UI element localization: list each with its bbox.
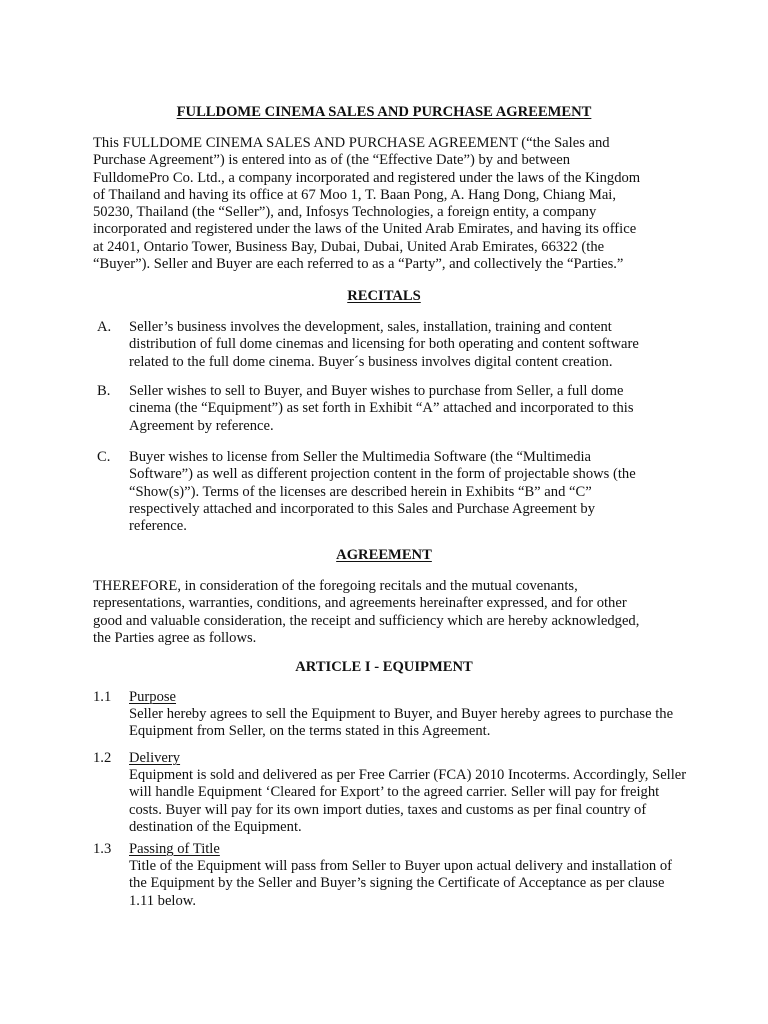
clause-title: Delivery (129, 750, 181, 766)
clause-body: Equipment is sold and delivered as per Free Carrier (FCA) 2010 Incoterms. Accordingly, Seller will handle Equipment ‘Cleared for Export’ to the agreed carrier. Seller will pay for freight costs. Buyer will pay for its own import duties, taxes and customs as per final country of destination of the Equipment. (129, 767, 687, 835)
clause-number: 1.3 (93, 841, 112, 857)
article-heading (0, 659, 768, 676)
recital-text: Seller’s business involves the development, sales, installation, training and content distribution of full dome cinemas and licensing for both operating and content software related to the full dome cinema. Buyer´s business involves digital content creation. (129, 319, 639, 370)
document-title (0, 104, 768, 121)
recital-text: Buyer wishes to license from Seller the Multimedia Software (the “Multimedia Software”) as well as different projection content in the form of projectable shows (the “Show(s)”). Terms of the licenses are described herein in Exhibits “B” and “C” respectively attached and incorporated to this Sales and Purchase Agreement by reference. (129, 449, 636, 535)
clause-body: Title of the Equipment will pass from Seller to Buyer upon actual delivery and installation of the Equipment by the Seller and Buyer’s signing the Certificate of Acceptance as per clause 1.11 below. (129, 858, 672, 909)
recitals-heading (0, 288, 768, 305)
recital-letter: C. (97, 449, 111, 465)
clause-number: 1.2 (93, 750, 112, 766)
article-heading-text: ARTICLE I - EQUIPMENT (295, 659, 473, 675)
clause-title: Passing of Title (129, 841, 220, 857)
clause-title: Purpose (129, 689, 177, 705)
clause-number: 1.1 (93, 689, 112, 705)
agreement-heading-text: AGREEMENT (336, 547, 432, 563)
document-title-text: FULLDOME CINEMA SALES AND PURCHASE AGREEMENT (176, 104, 592, 120)
recital-text: Seller wishes to sell to Buyer, and Buyer wishes to purchase from Seller, a full dome cinema (the “Equipment”) as set forth in Exhibit “A” attached and incorporated to this Agreement by reference. (129, 383, 634, 434)
agreement-heading (0, 547, 768, 564)
recital-letter: A. (97, 319, 112, 335)
recitals-heading-text: RECITALS (347, 288, 421, 304)
recital-letter: B. (97, 383, 111, 399)
therefore-paragraph: THEREFORE, in consideration of the foregoing recitals and the mutual covenants, representations, warranties, conditions, and agreements hereinafter expressed, and for other good and valuable consideration, the receipt and sufficiency which are hereby acknowledged, the Parties agree as follows. (93, 578, 640, 646)
clause-body: Seller hereby agrees to sell the Equipment to Buyer, and Buyer hereby agrees to purchase the Equipment from Seller, on the terms stated in this Agreement. (129, 706, 674, 740)
intro-paragraph: This FULLDOME CINEMA SALES AND PURCHASE AGREEMENT (“the Sales and Purchase Agreement”) is entered into as of (the “Effective Date”) by and between FulldomePro Co. Ltd., a company incorporated and registered under the laws of the Kingdom of Thailand and having its office at 67 Moo 1, T. Baan Pong, A. Hang Dong, Chiang Mai, 50230, Thailand (the “Seller”), and, Infosys Technologies, a foreign entity, a company incorporated and registered under the laws of the United Arab Emirates, and having its office at 2401, Ontario Tower, Business Bay, Dubai, Dubai, United Arab Emirates, 66322 (the “Buyer”). Seller and Buyer are each referred to as a “Party”, and collectively the “Parties.” (93, 135, 641, 273)
